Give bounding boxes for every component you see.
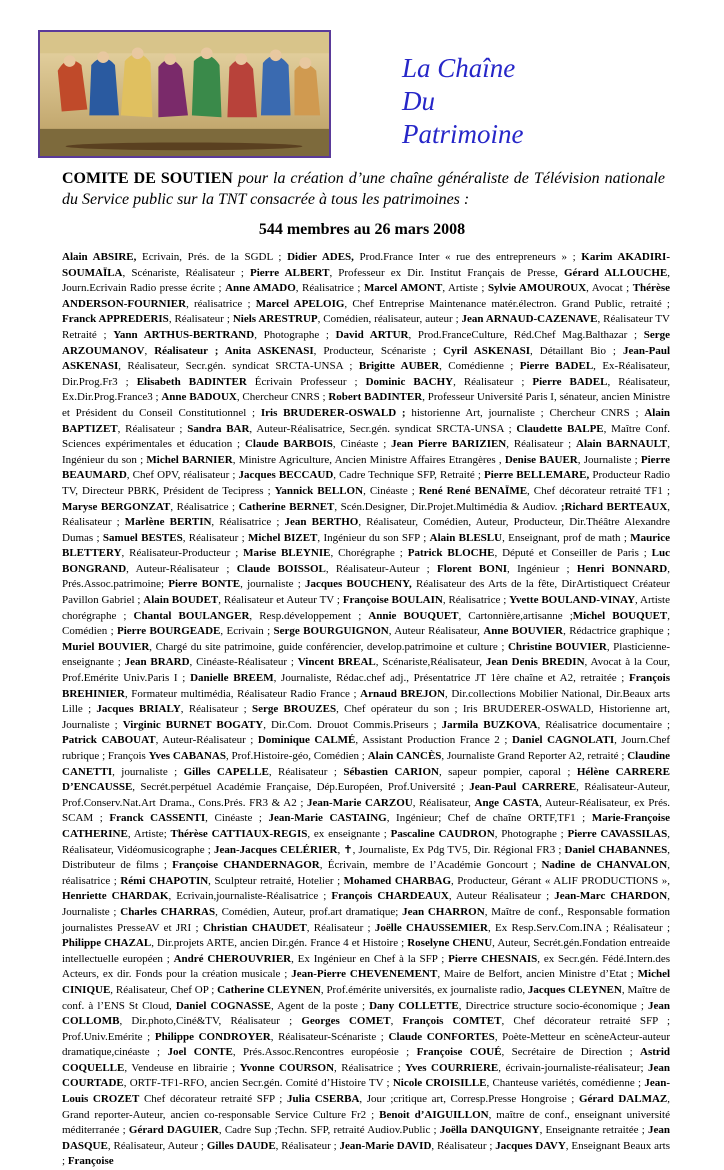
- member-name: Vincent BREAL: [297, 656, 376, 669]
- member-role: , Artiste ;: [442, 282, 488, 295]
- member-role: , Réalisateur ;: [168, 313, 233, 326]
- member-role: , Resp.développement ;: [249, 609, 369, 622]
- member-role: , Prof.Histoire-géo, Comédien ;: [226, 750, 368, 762]
- member-name: David ARTUR: [335, 328, 409, 341]
- member-role: , Producteur, Scénariste ;: [313, 344, 444, 357]
- member-role: , Journ.Ecrivain Radio presse écrite ;: [62, 266, 670, 295]
- dancing-muses-painting-icon: [40, 32, 329, 156]
- member-name: Patrick CABOUAT: [62, 734, 156, 747]
- member-name: Yann ARTHUS-BERTRAND: [113, 328, 255, 341]
- member-name: Jean COLLOMB: [62, 999, 670, 1028]
- member-name: Marise BLEYNIE: [243, 547, 331, 560]
- member-name: Françoise CHANDERNAGOR: [172, 859, 320, 872]
- member-name: Franck CASSENTI: [109, 812, 206, 825]
- member-role: , Détaillant Bio ;: [530, 344, 623, 357]
- member-role: , Cinéaste ;: [205, 812, 269, 825]
- member-name: Françoise BOULAIN: [342, 594, 443, 607]
- member-name: Serge ARZOUMANOV: [62, 328, 670, 357]
- member-role: ,: [144, 344, 155, 357]
- member-name: Franck APPREDERIS: [62, 313, 169, 326]
- member-name: Jean Pierre BARIZIEN: [391, 438, 507, 451]
- member-role: , Jour ;critique art, Corresp.Presse Hongroise ;: [359, 1093, 579, 1106]
- member-role: , Réalisatrice ;: [295, 282, 364, 295]
- member-name: Sylvie AMOUROUX: [487, 282, 587, 295]
- member-role: , Dir.projets ARTE, ancien Dir.gén. France 4 et Histoire ;: [151, 937, 408, 950]
- member-name: Dominique CALMÉ: [257, 734, 356, 747]
- brand-line-1: La Chaîne: [402, 53, 516, 83]
- member-name: Pierre BONTE: [168, 578, 241, 591]
- member-role: , réalisatrice ;: [62, 859, 670, 887]
- member-name: Jean BRARD: [124, 656, 190, 669]
- member-name: Pierre BELLEMARE,: [484, 469, 590, 482]
- member-name: Karim AKADIRI-SOUMAÏLA: [62, 251, 671, 279]
- member-name: Virginic BURNET BOGATY: [122, 718, 264, 731]
- member-role: , Agent de la poste ;: [271, 999, 370, 1012]
- member-name: Jean-Paul ASKENASI: [62, 344, 670, 373]
- member-name: Sandra BAR: [187, 422, 250, 435]
- member-role: , Ecrivain ;: [220, 625, 274, 638]
- member-name: Benoit d’AIGUILLON: [379, 1108, 489, 1121]
- member-role: , Auteur Réalisateur,: [388, 625, 484, 638]
- member-role: , Cartonnière,artisanne ;: [458, 609, 573, 622]
- member-role: , Prof.émérite universités, ex journaliste radio,: [320, 983, 528, 996]
- member-role: , Maître Conf. Sciences expérimentales et éducation ;: [62, 422, 670, 451]
- member-role: , Scénariste,Réalisateur,: [375, 656, 486, 669]
- member-role: , écrivain-journaliste-réalisateur;: [498, 1061, 648, 1074]
- member-role: , Auteur-Réalisateur ;: [126, 562, 237, 575]
- member-role: , Chef décorateur retraité TF1 ;: [527, 484, 670, 497]
- member-name: Dany COLLETTE: [369, 999, 459, 1012]
- member-name: Arnaud BREJON: [360, 687, 446, 700]
- member-name: Yvette BOULAND-VINAY: [509, 594, 636, 607]
- member-role: , Chargé du site patrimoine, guide conférencier, develop.patrimoine et culture ;: [149, 640, 508, 653]
- member-name: Yves COURRIERE: [405, 1061, 499, 1074]
- member-role: , Réalisatrice ;: [211, 516, 285, 529]
- member-role: , Prés.Assoc.patrimoine;: [62, 562, 670, 591]
- member-name: Pierre CAVASSILAS: [567, 827, 668, 840]
- member-name: Jacques BRIALY: [96, 703, 181, 716]
- member-name: Danielle BREEM: [190, 672, 274, 685]
- member-role: , Chef Entreprise Maintenance matér.électron. Grand Public, retraité ;: [344, 297, 670, 310]
- member-role: , Ecrivain,journaliste-Réalisatrice ;: [168, 890, 332, 903]
- member-role: , Chercheur CNRS ;: [236, 391, 329, 404]
- member-role: , Réalisateur ;: [275, 1139, 340, 1152]
- member-role: , Réalisateur, Auteur ;: [107, 1139, 207, 1152]
- member-name: Pierre ALBERT: [250, 266, 330, 279]
- member-name: Jacques BOUCHENY,: [305, 578, 412, 591]
- member-role: , Chef opérateur du son ; Iris BRUDERER-OSWALD, Historienne art, Journaliste ;: [62, 703, 670, 731]
- member-name: Jean-Jacques CELÉRIER: [213, 843, 338, 856]
- member-role: , Cadre Sup ;Techn. SFP, retraité Audiov.Public ;: [218, 1124, 440, 1137]
- member-name: Claude BARBOIS: [244, 438, 333, 451]
- member-role: Prod.France Inter « rue des entrepreneurs » ;: [353, 251, 582, 263]
- member-role: , Réalisateur ;: [180, 703, 252, 716]
- member-role: , Auteur-Réalisateur, ex Prés. SCAM ;: [62, 796, 670, 825]
- member-role: , Poète-Metteur en scèneActeur-auteur dramatique,cinéaste ;: [62, 1030, 671, 1059]
- member-name: Chantal BOULANGER: [133, 609, 250, 622]
- member-role: , Journ.Chef rubrique ; François: [62, 734, 671, 762]
- member-name: Samuel BESTES: [102, 531, 183, 544]
- member-name: Iris BRUDERER-OSWALD ;: [260, 406, 406, 419]
- member-name: Réalisateur ; Anita ASKENASI: [154, 344, 314, 357]
- member-role: , Photographe ;: [494, 827, 568, 840]
- member-name: Alain BARNAULT: [576, 438, 668, 451]
- member-role: , Réalisateur ;: [431, 1139, 496, 1152]
- member-name: Yannick BELLON: [274, 484, 364, 497]
- member-name: Gérard ALLOUCHE: [564, 266, 668, 279]
- member-name: Joëlle CHAUSSEMIER: [374, 921, 488, 934]
- member-name: Charles CHARRAS: [120, 905, 216, 918]
- member-role: , Réalisateur, Chef OP ;: [110, 983, 218, 996]
- member-name: Astrid COQUELLE: [62, 1046, 670, 1074]
- member-role: , Assistant Production France 2 ;: [355, 734, 512, 747]
- member-name: Alain BOUDET: [143, 594, 219, 607]
- member-role: , Chef décorateur retraité SFP ; Prof.Univ.Emérite ;: [62, 1015, 670, 1043]
- member-name: Denise BAUER: [504, 453, 578, 466]
- member-name: Alain ABSIRE,: [62, 251, 137, 263]
- member-role: , ex Secr.gén. Fédé.Intern.des Acteurs, ex dir. Fonds pour la création musicale ;: [62, 952, 670, 981]
- member-name: Annie BOUQUET: [368, 609, 459, 622]
- member-name: Serge BOURGUIGNON: [273, 625, 389, 638]
- member-role: , maître de conf., enseignant université méditerranée ;: [62, 1108, 670, 1137]
- member-name: Pierre CHESNAIS: [448, 952, 538, 965]
- member-name: Jean COURTADE: [62, 1061, 670, 1090]
- member-name: Catherine BERNET: [238, 500, 335, 513]
- member-role: , Dir.Com. Drouot Commis.Priseurs ;: [263, 718, 442, 731]
- member-name: Jacques CLEYNEN: [527, 983, 622, 996]
- member-name: Catherine CLEYNEN: [217, 983, 321, 996]
- member-name: Jean-Marie DAVID: [339, 1139, 432, 1152]
- member-name: Marie-Françoise CATHERINE: [62, 812, 670, 840]
- member-name: Pierre BEAUMARD: [62, 453, 671, 482]
- member-name: Pierre BOURGEADE: [117, 625, 221, 638]
- member-name: Françoise COUÉ: [416, 1046, 502, 1059]
- member-role: , Auteur-Réalisateur ;: [155, 734, 258, 747]
- member-name: Elisabeth BADINTER: [136, 375, 247, 388]
- member-role: , Cinéaste ;: [363, 484, 419, 497]
- member-name: Luc BONGRAND: [62, 547, 671, 575]
- member-name: Marlène BERTIN: [124, 516, 212, 529]
- member-role: , Plasticienne-enseignante ;: [62, 640, 670, 669]
- member-name: Marcel APELOIG: [255, 297, 345, 310]
- member-name: Alain CANCÈS: [367, 750, 442, 762]
- member-role: , Réalisateur ;: [117, 422, 188, 435]
- member-role: , Réalisateur, Vidéomusicographe ;: [62, 827, 670, 856]
- member-role: , Comédien, réalisateur, auteur ;: [317, 313, 462, 326]
- member-role: , Maire de Belfort, ancien Ministre d’Etat ;: [437, 968, 638, 981]
- member-name: Daniel CAGNOLATI: [511, 734, 615, 747]
- member-name: Michel BOUQUET: [572, 609, 668, 622]
- member-name: Jean Denis BREDIN: [485, 656, 585, 669]
- member-name: Sébastien CARION: [343, 765, 439, 778]
- member-name: Didier ADES,: [287, 251, 354, 263]
- member-role: , Sculpteur retraité, Hotelier ;: [208, 874, 344, 887]
- member-role: , Réalisateur-Producteur ;: [121, 547, 244, 560]
- member-name: Alain BLESLU: [429, 531, 503, 544]
- member-name: Patrick BLOCHE: [407, 547, 495, 560]
- member-name: Anne BOUVIER: [483, 625, 564, 638]
- member-role: , Photographe ;: [254, 328, 336, 341]
- member-role: , réalisatrice ;: [186, 297, 256, 310]
- member-role: , Réalisatrice ;: [442, 594, 510, 607]
- brand-line-2: Du: [402, 86, 435, 116]
- member-name: Jean-Marie CASTAING: [268, 812, 387, 825]
- member-name: Jean-Paul CARRERE: [469, 781, 577, 794]
- member-role: , Maître de conf. à l’ENS St Cloud,: [62, 983, 670, 1012]
- member-role: , Directrice structure socio-économique ;: [458, 999, 648, 1012]
- member-role: , Réalisateur, Comédien, Auteur, Producteur, Dir.Théâtre Alexandre Dumas ;: [62, 516, 671, 544]
- member-role: , Distributeur de films ;: [62, 843, 671, 872]
- member-name: Anne BADOUX: [161, 391, 237, 404]
- member-role: , Réalisateur ;: [268, 765, 344, 778]
- member-name: Cyril ASKENASI: [443, 344, 531, 357]
- member-role: , Ex-Réalisateur, Dir.Prog.Fr3 ;: [62, 360, 670, 388]
- member-name: Jean DASQUE: [62, 1124, 670, 1152]
- member-name: Gérard DAGUIER: [128, 1124, 219, 1137]
- member-name: Jean-Louis CROZET: [62, 1077, 670, 1106]
- member-name: Thérèse CATTIAUX-REGIS: [170, 827, 308, 840]
- member-name: Jacques BECCAUD: [238, 469, 334, 482]
- member-name: Michel BIZET: [248, 531, 318, 544]
- member-name: François CHARDEAUX: [331, 890, 449, 903]
- member-role: , ex enseignante ;: [307, 827, 391, 840]
- member-role: , Secrét.perpétuel Académie Française, Dép.Européen, Prof.Université ;: [132, 781, 470, 794]
- member-role: , Ingénieur du son SFP ;: [317, 531, 430, 544]
- member-name: René René BENAÏME: [418, 484, 528, 497]
- member-name: Philippe CONDROYER: [154, 1030, 271, 1043]
- member-name: Pierre BADEL: [532, 375, 608, 388]
- member-role: , Réalisateur et Auteur TV ;: [218, 594, 343, 607]
- committee-purpose: pour la création d’une chaîne généraliste de Télévision nationale du Service public sur la TNT consacrée à tous les patrimoines :: [62, 170, 666, 208]
- member-name: Philippe CHAZAL: [62, 937, 152, 950]
- member-role: , Réalisateur,: [412, 796, 475, 809]
- member-role: , Réalisatrice ;: [334, 1061, 406, 1074]
- member-role: , Vendeuse en librairie ;: [124, 1061, 240, 1074]
- member-role: Écrivain Professeur ;: [246, 375, 366, 388]
- member-count: 544 membres au 26 mars 2008: [258, 221, 466, 238]
- member-name: Muriel BOUVIER: [62, 640, 150, 653]
- member-role: , Écrivain, membre de l’Académie Goncourt ;: [319, 859, 542, 872]
- member-role: , Professeur ex Dir. Institut Français de Presse,: [329, 266, 564, 279]
- member-role: , Professeur Université Paris I, sénateur, ancien Ministre et Président du Conseil Constitutionnel ;: [62, 391, 670, 419]
- member-role: , Journaliste Grand Reporter A2, retraité ;: [441, 750, 628, 762]
- members-list: [62, 250, 671, 1168]
- member-role: , Cinéaste ;: [332, 438, 392, 451]
- member-name: Brigitte AUBER: [358, 360, 440, 373]
- member-role: , journaliste ;: [240, 578, 305, 591]
- member-role: , Artiste chorégraphe ;: [62, 594, 670, 622]
- member-name: François BREHINIER: [62, 672, 670, 700]
- member-name: Joel CONTE: [167, 1046, 233, 1059]
- committee-intro: [62, 168, 665, 210]
- member-role: , Prés.Assoc.Rencontres européosie ;: [232, 1046, 417, 1059]
- member-role: ,: [390, 1015, 403, 1028]
- member-role: , Rédactrice graphique ;: [563, 625, 670, 638]
- member-name: Robert BADINTER: [328, 391, 423, 404]
- member-role: historienne Art, journaliste ; Chercheur CNRS ;: [405, 406, 645, 419]
- member-name: Gilles DAUDE: [206, 1139, 276, 1152]
- member-name: Roselyne CHENU: [407, 937, 493, 950]
- member-name: Nadine de CHANVALON: [541, 859, 668, 872]
- member-name: Françoise: [67, 1155, 114, 1168]
- member-role: , Chanteuse variétés, comédienne ;: [486, 1077, 645, 1090]
- fresco-image: [38, 30, 331, 158]
- member-name: Hélène CARRERE D’ENCAUSSE: [62, 765, 670, 794]
- member-name: André CHEROUVRIER: [173, 952, 292, 965]
- member-role: , Ingénieur; Chef de chaîne ORTF,TF1 ;: [386, 812, 592, 825]
- member-role: , Auteur-Réalisatrice, Secr.gén. syndicat SRCTA-UNSA ;: [249, 422, 517, 435]
- member-name: Marcel AMONT: [363, 282, 443, 295]
- member-role: , Prod.FranceCulture, Réd.Chef Mag.Balthazar ;: [408, 328, 644, 341]
- member-role: , Réalisatrice documentaire ;: [537, 718, 670, 731]
- member-name: Christine BOUVIER: [507, 640, 607, 653]
- member-role: , Artiste;: [127, 827, 171, 840]
- member-role: , Ex Ingénieur en Chef à la SFP ;: [291, 952, 449, 965]
- member-role: , Ministre Agriculture, Ancien Ministre Affaires Etrangères ,: [232, 453, 505, 466]
- member-name: Claude CONFORTES: [388, 1030, 495, 1043]
- member-role: , Enseignante retraitée ;: [539, 1124, 648, 1137]
- member-name: Alain BAPTIZET: [62, 406, 670, 435]
- member-name: François COMTET: [402, 1015, 502, 1028]
- member-role: Producteur Radio TV, Directeur PBRK, Président de Tecipress ;: [62, 469, 670, 497]
- member-role: , Maître de conf., Responsable formation journalistes PresseAV et JRI ;: [62, 905, 670, 934]
- member-role: , Ingénieur du son ;: [62, 438, 671, 466]
- member-role: , Réalisateur ;: [306, 921, 375, 934]
- member-role: , Dir.photo,Ciné&TV, Réalisateur ;: [119, 1015, 302, 1028]
- member-name: Gérard DALMAZ: [578, 1093, 668, 1106]
- member-name: ;Richard BERTEAUX: [560, 500, 668, 513]
- member-name: Claude BOISSOL: [236, 562, 326, 575]
- committee-heading: COMITE DE SOUTIEN: [62, 170, 233, 187]
- member-role: , Cinéaste-Réalisateur ;: [189, 656, 298, 669]
- member-name: Nicole CROISILLE: [392, 1077, 487, 1090]
- member-role: , Réalisateur ;: [182, 531, 249, 544]
- member-role: , Réalisateur, Secr.gén. syndicat SRCTA-UNSA ;: [118, 360, 359, 373]
- member-role: , ✝, Journaliste, Ex Pdg TV5, Dir. Régional FR3 ;: [337, 843, 565, 856]
- member-role: , Comédien ;: [62, 609, 670, 638]
- member-role: , Producteur, Gérant « ALIF PRODUCTIONS »,: [451, 874, 670, 887]
- member-role: , Réalisatrice ;: [170, 500, 239, 513]
- members-paragraph: [62, 250, 670, 1170]
- member-role: , Réalisateur TV Retraité ;: [62, 313, 670, 341]
- member-name: Yves CABANAS: [148, 750, 226, 762]
- member-role: , Journaliste ;: [62, 890, 670, 918]
- member-role: , Dir.collections Mobilier National, Dir.Beaux arts Lille ;: [62, 687, 670, 716]
- member-name: Maryse BERGONZAT: [62, 500, 171, 513]
- member-name: Henri BONNARD: [576, 562, 668, 575]
- member-role: , Réalisateur-Auteur ;: [325, 562, 438, 575]
- member-name: Daniel COGNASSE: [175, 999, 272, 1012]
- member-role: , Avocat ;: [586, 282, 633, 295]
- member-name: Maurice BLETTERY: [62, 531, 670, 560]
- member-role: , journaliste ;: [112, 765, 184, 778]
- member-name: Henriette CHARDAK: [62, 890, 169, 903]
- member-role: , Ingénieur ;: [507, 562, 577, 575]
- member-role: , ORTF-TF1-RFO, ancien Secr.gén. Comité d’Histoire TV ;: [123, 1077, 393, 1090]
- member-role: , Chef OPV, réalisateur ;: [126, 469, 239, 482]
- member-name: Florent BONI: [437, 562, 508, 575]
- member-name: Jean BERTHO: [284, 516, 359, 529]
- member-name: Jarmila BUZKOVA: [441, 718, 538, 731]
- member-role: Réalisateur des Arts de la fête, DirArtistiquect Créateur Pavillon Gabriel ;: [62, 578, 670, 607]
- member-role: , sapeur pompier, caporal ;: [438, 765, 577, 778]
- member-role: , Réalisateur, Ex.Dir.Prog.France3 ;: [62, 375, 670, 404]
- member-name: Jean-Marc CHARDON: [554, 890, 668, 903]
- member-name: Pascaline CAUDRON: [390, 827, 495, 840]
- member-role: Ecrivain, Prés. de la SGDL ;: [136, 251, 288, 263]
- member-role: , Auteur, Secrét.gén.Fondation entreaide intellectuelle européen ;: [62, 937, 671, 965]
- member-role: , Journaliste, Rédac.chef adj., Présentatrice JT 1ère chaîne et A2, retraitée ;: [273, 672, 630, 685]
- member-role: , Réalisateur-Scénariste ;: [270, 1030, 389, 1043]
- member-name: Niels ARESTRUP: [232, 313, 318, 326]
- member-name: Joëlla DANQUIGNY: [439, 1124, 540, 1137]
- member-name: Thérèse ANDERSON-FOURNIER: [62, 282, 670, 310]
- member-role: , Chorégraphe ;: [330, 547, 408, 560]
- member-name: Anne AMADO: [225, 282, 296, 295]
- member-name: Dominic BACHY: [365, 375, 454, 388]
- member-role: , Enseignant Beaux arts ;: [62, 1139, 670, 1168]
- member-role: , Député et Conseiller de Paris ;: [494, 547, 652, 560]
- member-role: , Enseignant, prof de math ;: [502, 531, 631, 544]
- member-name: Jean-Marie CARZOU: [307, 796, 413, 809]
- member-name: Jacques DAVY: [495, 1139, 566, 1152]
- member-role: , Grand reporter-Auteur, ancien co-responsable Service Culture Fr2 ;: [62, 1093, 671, 1121]
- member-name: Daniel CHABANNES: [564, 843, 668, 856]
- member-name: Julia CSERBA: [286, 1093, 360, 1106]
- member-role: , Scénariste, Réalisateur ;: [122, 266, 251, 279]
- member-name: Rémi CHAPOTIN: [120, 874, 209, 887]
- member-role: , Ex Resp.Serv.Com.INA ; Réalisateur ;: [487, 921, 671, 934]
- member-role: , Formateur multimédia, Réalisateur Radio France ;: [124, 687, 361, 700]
- member-name: Serge BROUZES: [251, 703, 337, 716]
- member-name: Jean-Pierre CHEVENEMENT: [291, 968, 438, 981]
- brand-title: [402, 52, 524, 151]
- member-name: Georges COMET: [301, 1015, 391, 1028]
- member-name: Yvonne COURSON: [239, 1061, 335, 1074]
- member-role: , Scén.Designer, Dir.Projet.Multimédia & Audiov.: [334, 500, 561, 513]
- member-name: Christian CHAUDET: [202, 921, 307, 934]
- member-role: , Réalisateur-Auteur, Prof.Conserv.Nat.Art Drama., Cons.Prés. FR3 & A2 ;: [62, 781, 670, 809]
- member-name: Claudine CANETTI: [62, 750, 671, 778]
- member-role: , Auteur Réalisateur ;: [448, 890, 555, 903]
- member-name: Gilles CAPELLE: [183, 765, 269, 778]
- member-name: Ange CASTA: [474, 796, 540, 809]
- member-role: , Comédienne ;: [439, 360, 520, 373]
- member-role: , Comédien, Auteur, prof.art dramatique;: [215, 905, 403, 918]
- member-role: Chef décorateur retraité SFP ;: [139, 1093, 287, 1106]
- brand-line-3: Patrimoine: [402, 119, 524, 149]
- member-name: Mohamed CHARBAG: [343, 874, 452, 887]
- member-role: , Réalisateur ;: [506, 438, 577, 451]
- member-role: , Secrétaire de Direction ;: [501, 1046, 641, 1059]
- member-name: Claudette BALPE: [516, 422, 604, 435]
- page-header: [0, 0, 724, 168]
- member-name: Michel CINIQUE: [62, 968, 671, 996]
- member-role: , Réalisateur ;: [62, 500, 671, 529]
- member-role: , Avocat à la Cour, Prof.Emérite Univ.Paris I ;: [62, 656, 670, 685]
- member-role: , Réalisateur ;: [453, 375, 533, 388]
- member-name: Michel BARNIER: [146, 453, 233, 466]
- member-role: , Journaliste ;: [577, 453, 641, 466]
- member-name: Pierre BADEL: [519, 360, 594, 373]
- member-name: Jean CHARRON: [402, 905, 485, 918]
- member-name: Jean ARNAUD-CAZENAVE: [461, 313, 598, 326]
- member-role: , Cadre Technique SFP, Retraité ;: [333, 469, 485, 482]
